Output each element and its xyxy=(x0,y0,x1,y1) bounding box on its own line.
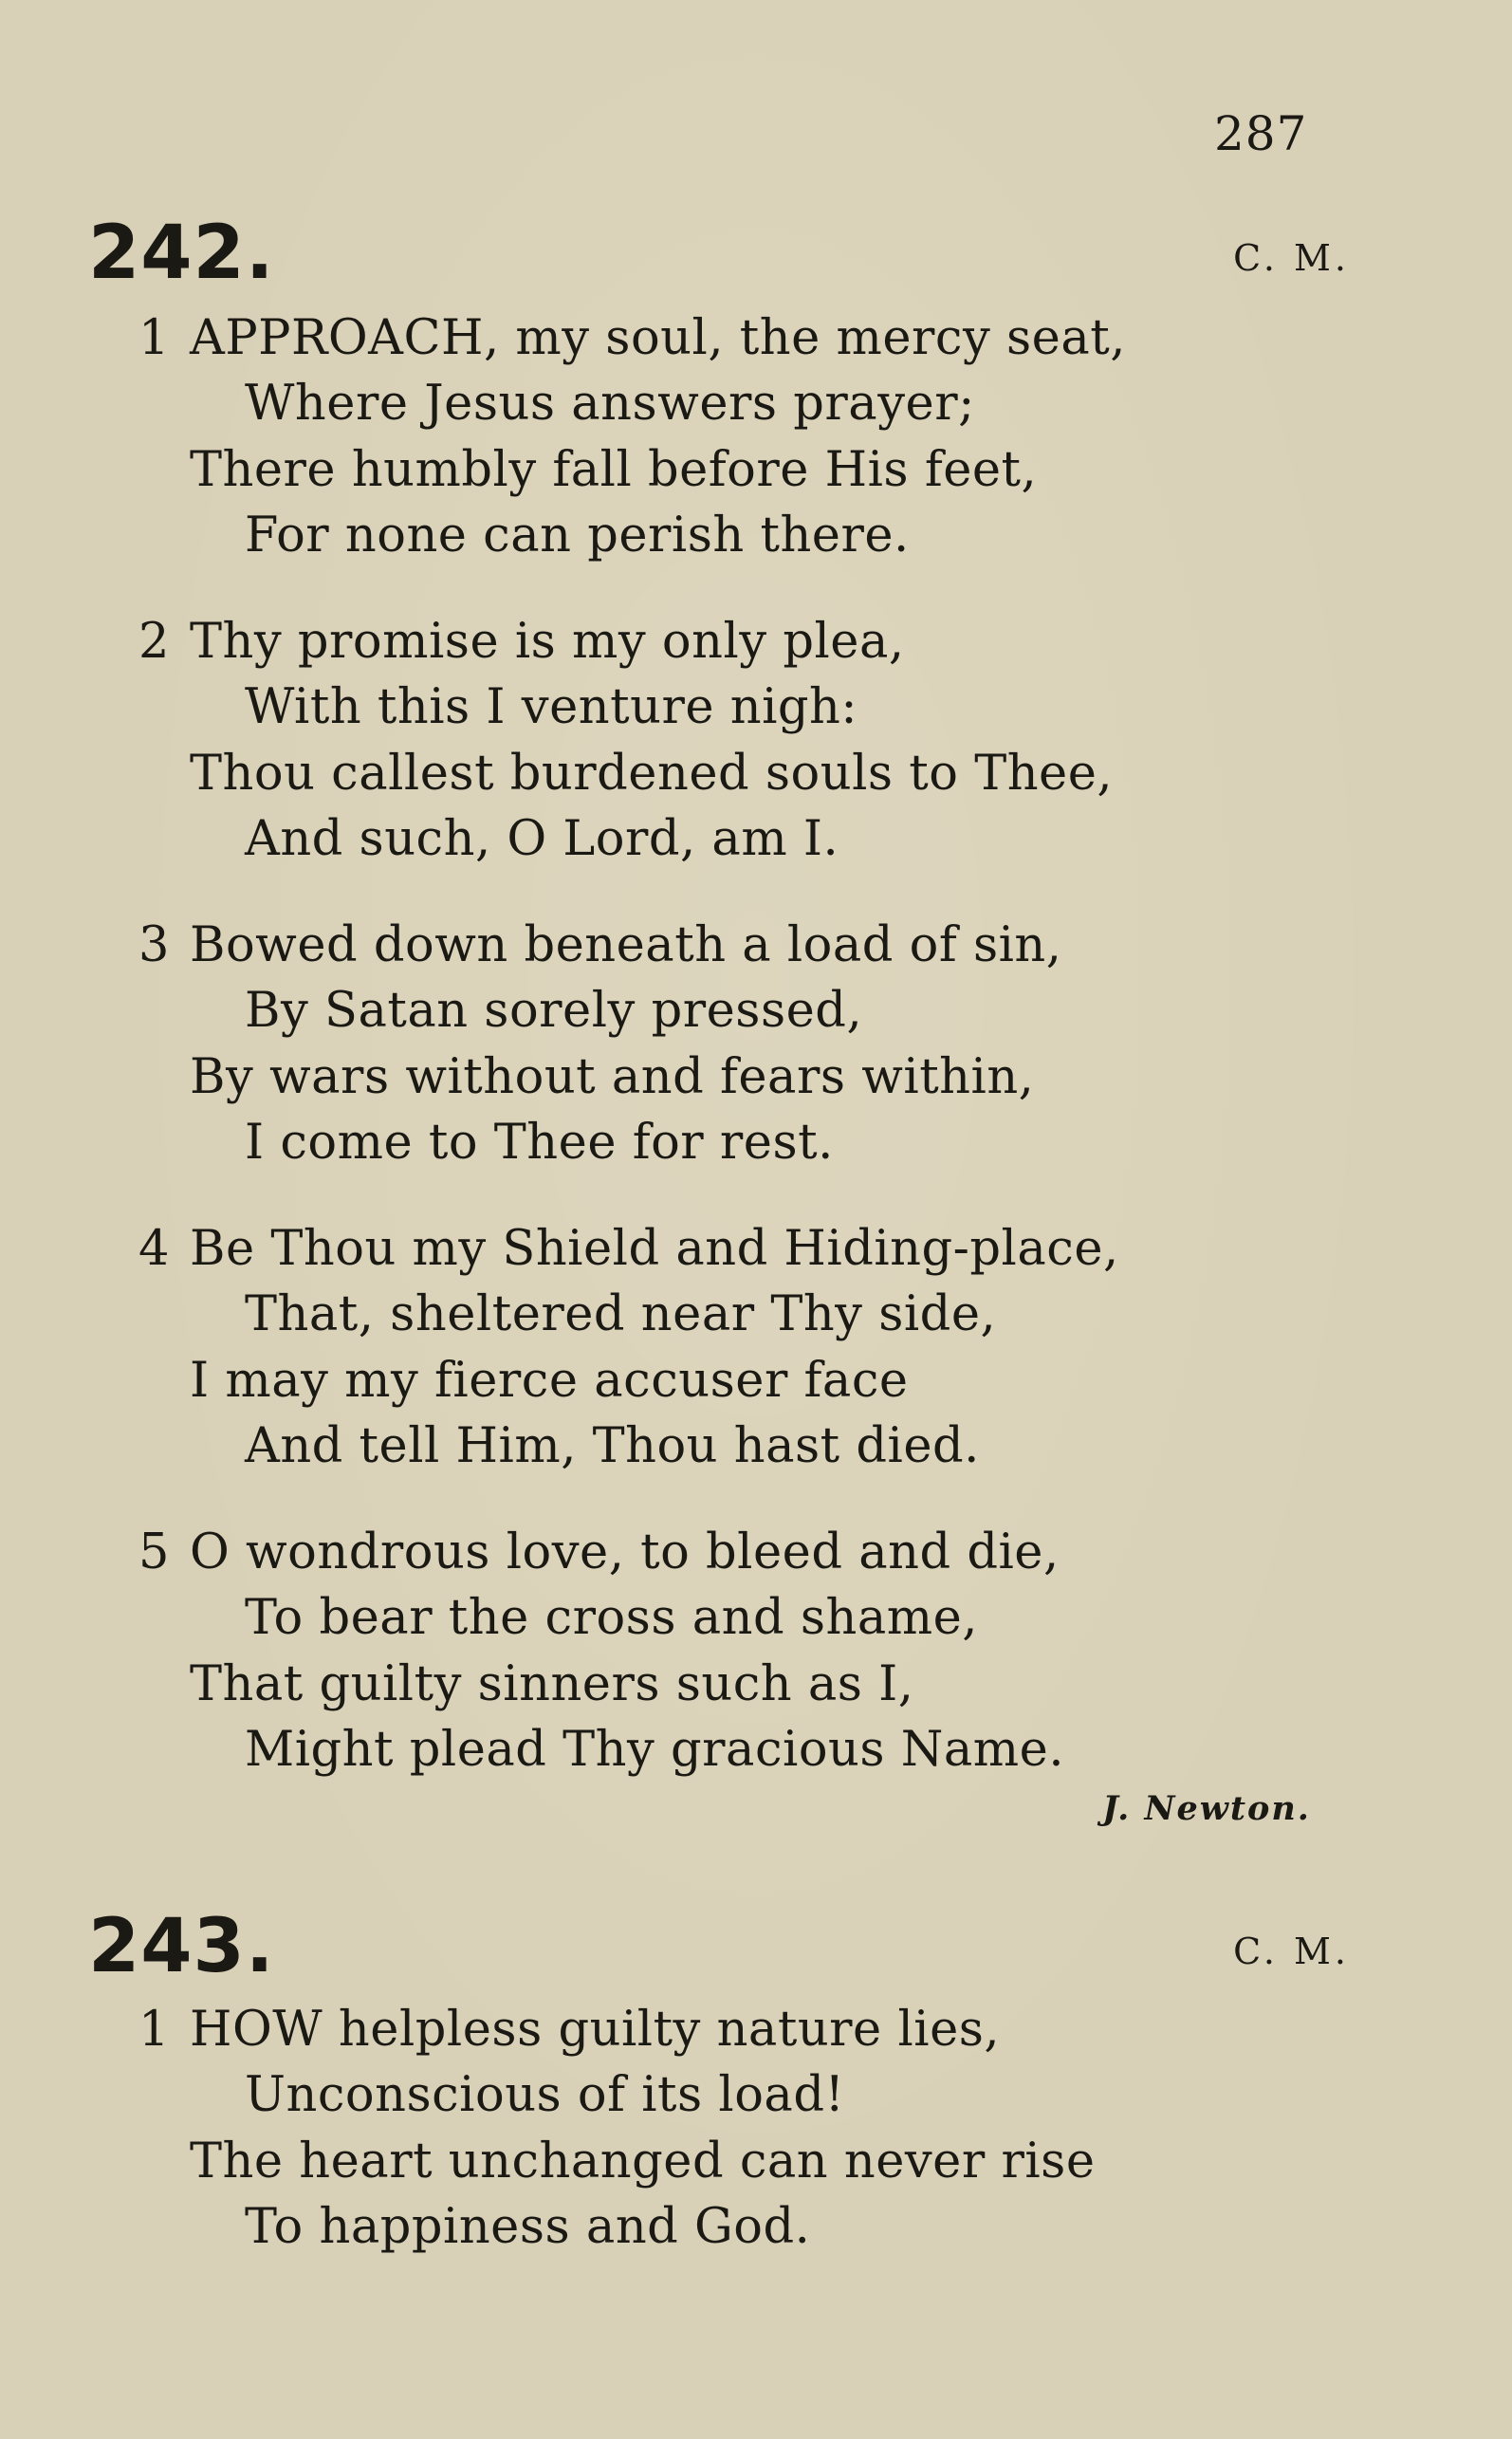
hymn-meter: C. M. xyxy=(1233,237,1350,279)
verse-number: 3 xyxy=(138,917,170,973)
verse-line: Thou callest burdened souls to Thee, xyxy=(190,746,1114,802)
hymn-author: J. Newton. xyxy=(1102,1789,1311,1828)
verse-number: 1 xyxy=(138,2002,170,2058)
hymn-meter: C. M. xyxy=(1233,1931,1350,1972)
verse-line: And such, O Lord, am I. xyxy=(245,811,839,867)
verse-line: That, sheltered near Thy side, xyxy=(245,1286,997,1342)
hymn-number: 242. xyxy=(88,211,275,296)
verse-line: Might plead Thy gracious Name. xyxy=(245,1722,1065,1778)
verse-line: And tell Him, Thou hast died. xyxy=(245,1418,980,1474)
verse-line: The heart unchanged can never rise xyxy=(190,2134,1096,2190)
verse-line: To happiness and God. xyxy=(245,2199,811,2255)
page-number: 287 xyxy=(1214,106,1308,161)
verse-line: By Satan sorely pressed, xyxy=(245,983,863,1039)
verse-line: There humbly fall before His feet, xyxy=(190,442,1038,498)
verse-line: HOW helpless guilty nature lies, xyxy=(190,2002,1001,2058)
verse-line: O wondrous love, to bleed and die, xyxy=(190,1524,1060,1580)
verse-line: Be Thou my Shield and Hiding-place, xyxy=(190,1221,1119,1277)
verse-line: I may my fierce accuser face xyxy=(190,1353,909,1409)
verse-line: For none can perish there. xyxy=(245,508,910,564)
verse-number: 5 xyxy=(138,1524,170,1580)
hymn-header xyxy=(88,1904,1350,1989)
verse-number: 4 xyxy=(138,1221,170,1277)
verse-line: That guilty sinners such as I, xyxy=(190,1656,914,1712)
verse-line: APPROACH, my soul, the mercy seat, xyxy=(190,310,1126,366)
verse-line: To bear the cross and shame, xyxy=(245,1590,979,1646)
verse-line: With this I venture nigh: xyxy=(245,679,858,735)
verse-line: Unconscious of its load! xyxy=(245,2067,845,2123)
verse-number: 2 xyxy=(138,614,170,670)
hymn-header xyxy=(88,211,1350,296)
verse-line: Thy promise is my only plea, xyxy=(190,614,905,670)
verse-line: Where Jesus answers prayer; xyxy=(245,376,975,432)
verse-line: By wars without and fears within, xyxy=(190,1049,1035,1105)
verse-number: 1 xyxy=(138,310,170,366)
verse-line: I come to Thee for rest. xyxy=(245,1115,834,1171)
verse-line: Bowed down beneath a load of sin, xyxy=(190,917,1062,973)
hymn-number: 243. xyxy=(88,1904,275,1989)
